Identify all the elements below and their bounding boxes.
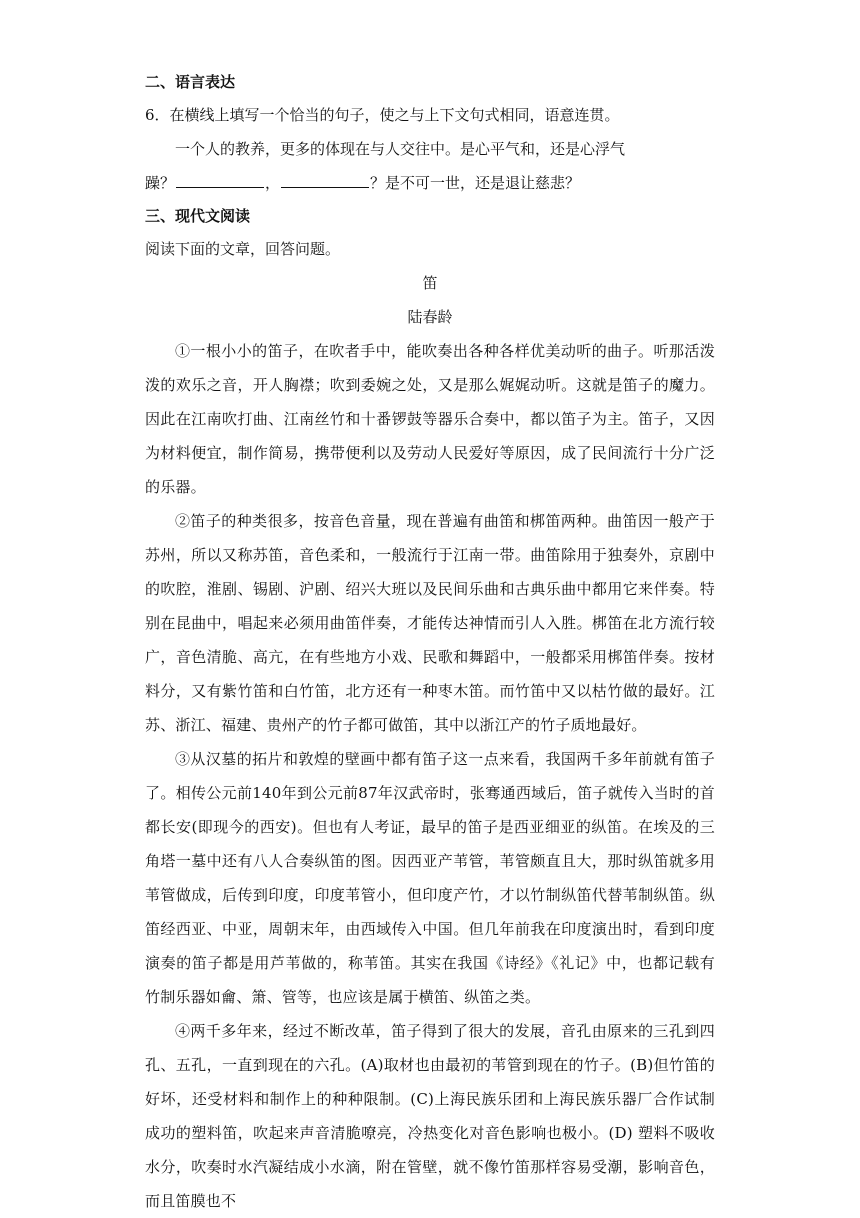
article-paragraph-4: ④两千多年来，经过不断改革，笛子得到了很大的发展，音孔由原来的三孔到四孔、五孔，一直到现在的六孔。(A)取材也由最初的苇管到现在的竹子。(B)但竹笛的好坏，还受材料和制作上的种种限制。(C)上海民族乐团和上海民族乐器厂合作试制成功的塑料笛，吹起来声音清脆嘹亮，冷热变化对音色影响也极小。(D) 塑料不吸收水分，吹奏时水汽凝结成小水滴，附在管壁，就不像竹笛那样容易受潮，影响音色，而且笛膜也不 — [145, 1022, 715, 1210]
article-paragraph-1: ①一根小小的笛子，在吹者手中，能吹奏出各种各样优美动听的曲子。听那活泼泼的欢乐之音，开人胸襟；吹到委婉之处，又是那么娓娓动听。这就是笛子的魔力。因此在江南吹打曲、江南丝竹和十番锣鼓等器乐合奏中，都以笛子为主。笛子，又因为材料便宜，制作简易，携带便利以及劳动人民爱好等原因，成了民间流行十分广泛的乐器。 — [145, 342, 715, 496]
answer-blank-2[interactable] — [281, 172, 369, 188]
question-6-prompt: 6．在横线上填写一个恰当的句子，使之与上下文句式相同，语意连贯。 — [145, 106, 620, 124]
section-title-modern-reading: 三、现代文阅读 — [145, 207, 251, 225]
article-paragraph-3: ③从汉墓的拓片和敦煌的壁画中都有笛子这一点来看，我国两千多年前就有笛子了。相传公元前140年到公元前87年汉武帝时，张骞通西域后，笛子就传入当时的首都长安(即现今的西安)。但也有人考证，最早的笛子是西亚细亚的纵笛。在埃及的三角塔一墓中还有八人合奏纵笛的图。因西亚产苇管，苇管颇直且大，那时纵笛就多用苇管做成，后传到印度，印度苇管小，但印度产竹，才以竹制纵笛代替苇制纵笛。纵笛经西亚、中亚，周朝末年，由西域传入中国。但几年前我在印度演出时，看到印度演奏的笛子都是用芦苇做的，称苇笛。其实在我国《诗经》《礼记》中，也都记载有竹制乐器如龠、箫、管等，也应该是属于横笛、纵笛之类。 — [145, 750, 715, 1006]
answer-blank-1[interactable] — [176, 172, 264, 188]
article-title: 笛 — [422, 274, 438, 292]
section-title-language-expression: 二、语言表达 — [145, 73, 236, 91]
question-6-line-2-prefix: 躁？ — [145, 174, 176, 192]
article-author: 陆春龄 — [407, 308, 453, 326]
document-content — [145, 70, 715, 1218]
reading-instruction: 阅读下面的文章，回答问题。 — [145, 240, 341, 258]
question-6-line-2 — [145, 166, 715, 200]
question-6-line-2-suffix: ？是不可一世，还是退让慈悲？ — [370, 174, 581, 192]
article-paragraph-2: ②笛子的种类很多，按音色音量，现在普遍有曲笛和梆笛两种。曲笛因一般产于苏州，所以又称苏笛，音色柔和，一般流行于江南一带。曲笛除用于独奏外，京剧中的吹腔，淮剧、锡剧、沪剧、绍兴大班以及民间乐曲和古典乐曲中都用它来伴奏。特别在昆曲中，唱起来必须用曲笛伴奏，才能传达神情而引人入胜。梆笛在北方流行较广，音色清脆、高亢，在有些地方小戏、民歌和舞蹈中，一般都采用梆笛伴奏。按材料分，又有紫竹笛和白竹笛，北方还有一种枣木笛。而竹笛中又以枯竹做的最好。江苏、浙江、福建、贵州产的竹子都可做笛，其中以浙江产的竹子质地最好。 — [145, 512, 715, 734]
question-6-line-1: 一个人的教养，更多的体现在与人交往中。是心平气和，还是心浮气 — [175, 140, 626, 158]
question-6-line-2-sep: ， — [265, 174, 281, 192]
